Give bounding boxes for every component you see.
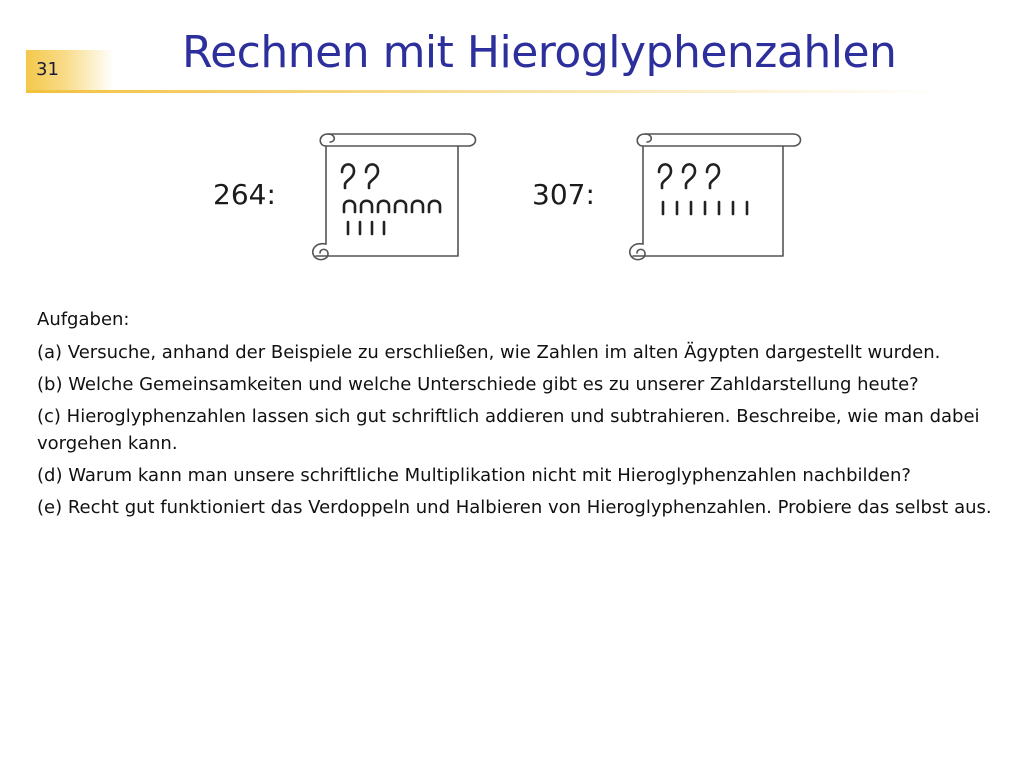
task-a: (a) Versuche, anhand der Beispiele zu erschließen, wie Zahlen im alten Ägypten dargestellt wurden.	[37, 342, 941, 363]
example-label-307: 307:	[532, 178, 595, 211]
ten-heel-bone-glyph	[412, 201, 423, 212]
hundred-coil-glyph	[659, 164, 671, 188]
hundred-coil-glyph	[707, 164, 719, 188]
example-label-264: 264:	[213, 178, 276, 211]
scroll-svg-307	[625, 126, 805, 271]
papyrus-scroll-307	[625, 126, 805, 271]
scroll-svg-264	[308, 126, 478, 271]
hundred-coil-glyph	[366, 164, 378, 188]
papyrus-scroll-264	[308, 126, 478, 271]
title-underline	[26, 90, 946, 93]
glyphs-264	[342, 164, 440, 234]
ten-heel-bone-glyph	[429, 201, 440, 212]
task-e: (e) Recht gut funktioniert das Verdoppeln und Halbieren von Hieroglyphenzahlen. Probiere das selbst aus.	[37, 497, 992, 518]
ten-heel-bone-glyph	[344, 201, 355, 212]
ten-heel-bone-glyph	[361, 201, 372, 212]
ten-heel-bone-glyph	[378, 201, 389, 212]
hundred-coil-glyph	[683, 164, 695, 188]
hundred-coil-glyph	[342, 164, 354, 188]
slide-number: 31	[36, 59, 59, 80]
task-b: (b) Welche Gemeinsamkeiten und welche Unterschiede gibt es zu unserer Zahldarstellung heute?	[37, 374, 919, 395]
task-c: (c) Hieroglyphenzahlen lassen sich gut schriftlich addieren und subtrahieren. Beschreibe, wie man dabei vorgehen kann.	[37, 406, 980, 454]
slide-title: Rechnen mit Hieroglyphenzahlen	[182, 27, 897, 78]
slide-number-badge	[26, 50, 114, 90]
task-d: (d) Warum kann man unsere schriftliche Multiplikation nicht mit Hieroglyphenzahlen nachbilden?	[37, 465, 911, 486]
glyphs-307	[659, 164, 747, 214]
ten-heel-bone-glyph	[395, 201, 406, 212]
tasks-heading: Aufgaben:	[37, 309, 130, 330]
task-list	[37, 306, 997, 526]
